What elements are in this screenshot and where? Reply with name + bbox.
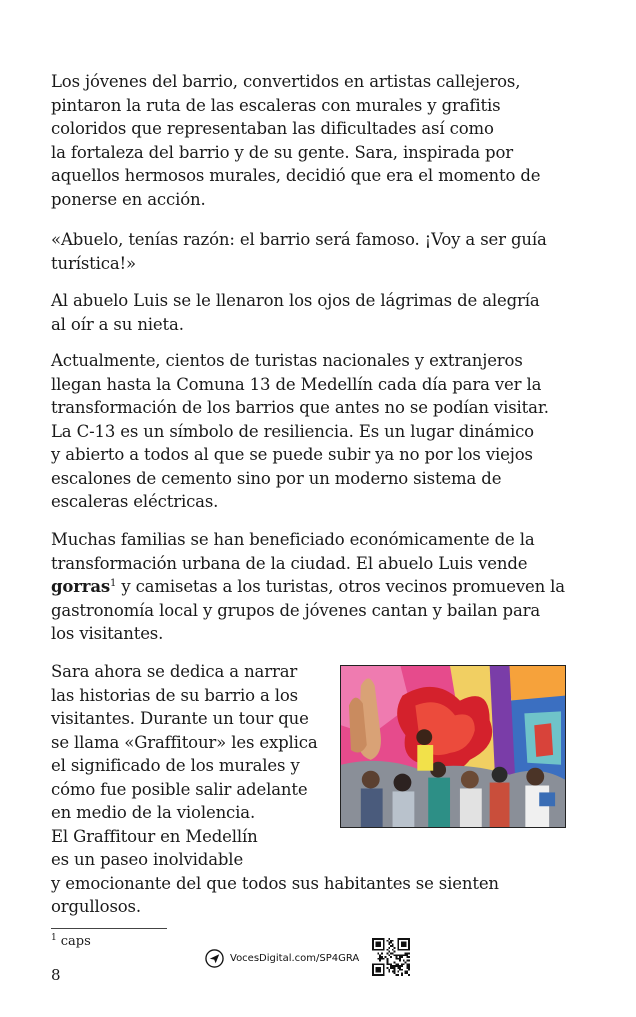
bold-term-gorras: gorras [51,577,111,596]
footnote [51,934,91,950]
paragraph-murals: Los jóvenes del barrio, convertidos en artistas callejeros, pintaron la ruta de las escaleras con murales y grafitis coloridos que representaban las dificultades así como la fortaleza del barrio y de su gente. Sara, inspirada por aquellos hermosos murales, decidió que era el momento de ponerse en acción. [51,72,541,209]
footnote-text: caps [60,934,91,949]
paragraph-comuna13: Actualmente, cientos de turistas nacionales y extranjeros llegan hasta la Comuna 13 de Medellín cada día para ver la transformación de los barrios que antes no se podían visitar. La C-13 es un símbolo de resiliencia. Es un lugar dinámico y abierto a todos al que se puede subir ya no por los viejos escalones de cemento sino por un moderno sistema de escaleras eléctricas. [51,351,549,511]
graffiti-tour-illustration [340,665,566,828]
page-number: 8 [51,966,61,984]
footnote-separator [51,928,167,929]
line-with-footnote: gorras$^1$ y camisetas a los turistas, otros vecinos promueven la [51,577,565,596]
send-icon [205,949,224,968]
link-text[interactable]: VocesDigital.com/SP4GRA [230,952,360,964]
footnote-reference: 1 [110,578,117,589]
paragraph-families: Muchas familias se han beneficiado económicamente de la transformación urbana de la ciudad. El abuelo Luis vende gorras$^1$ y camisetas a los turistas, otros vecinos promueven la gastronomía local y grupos de jóvenes cantan y bailan para los visitantes. [51,528,571,646]
qr-code-icon[interactable] [372,938,410,976]
voces-digital-link[interactable] [205,948,359,968]
paragraph-graffitour: Sara ahora se dedica a narrar las historias de su barrio a los visitantes. Durante un tour que se llama «Graffitour» les explica el significado de los murales y cómo fue posible salir adelante en medio de la violencia. El Graffitour en Medellín es un paseo inolvidable y emocionante del que todos sus habitantes se sienten orgullosos. [51,662,499,916]
footnote-number: 1 [51,933,57,943]
paragraph-quote: «Abuelo, tenías razón: el barrio será famoso. ¡Voy a ser guía turística!» [51,230,547,273]
paragraph-grandfather: Al abuelo Luis se le llenaron los ojos de lágrimas de alegría al oír a su nieta. [51,291,540,334]
